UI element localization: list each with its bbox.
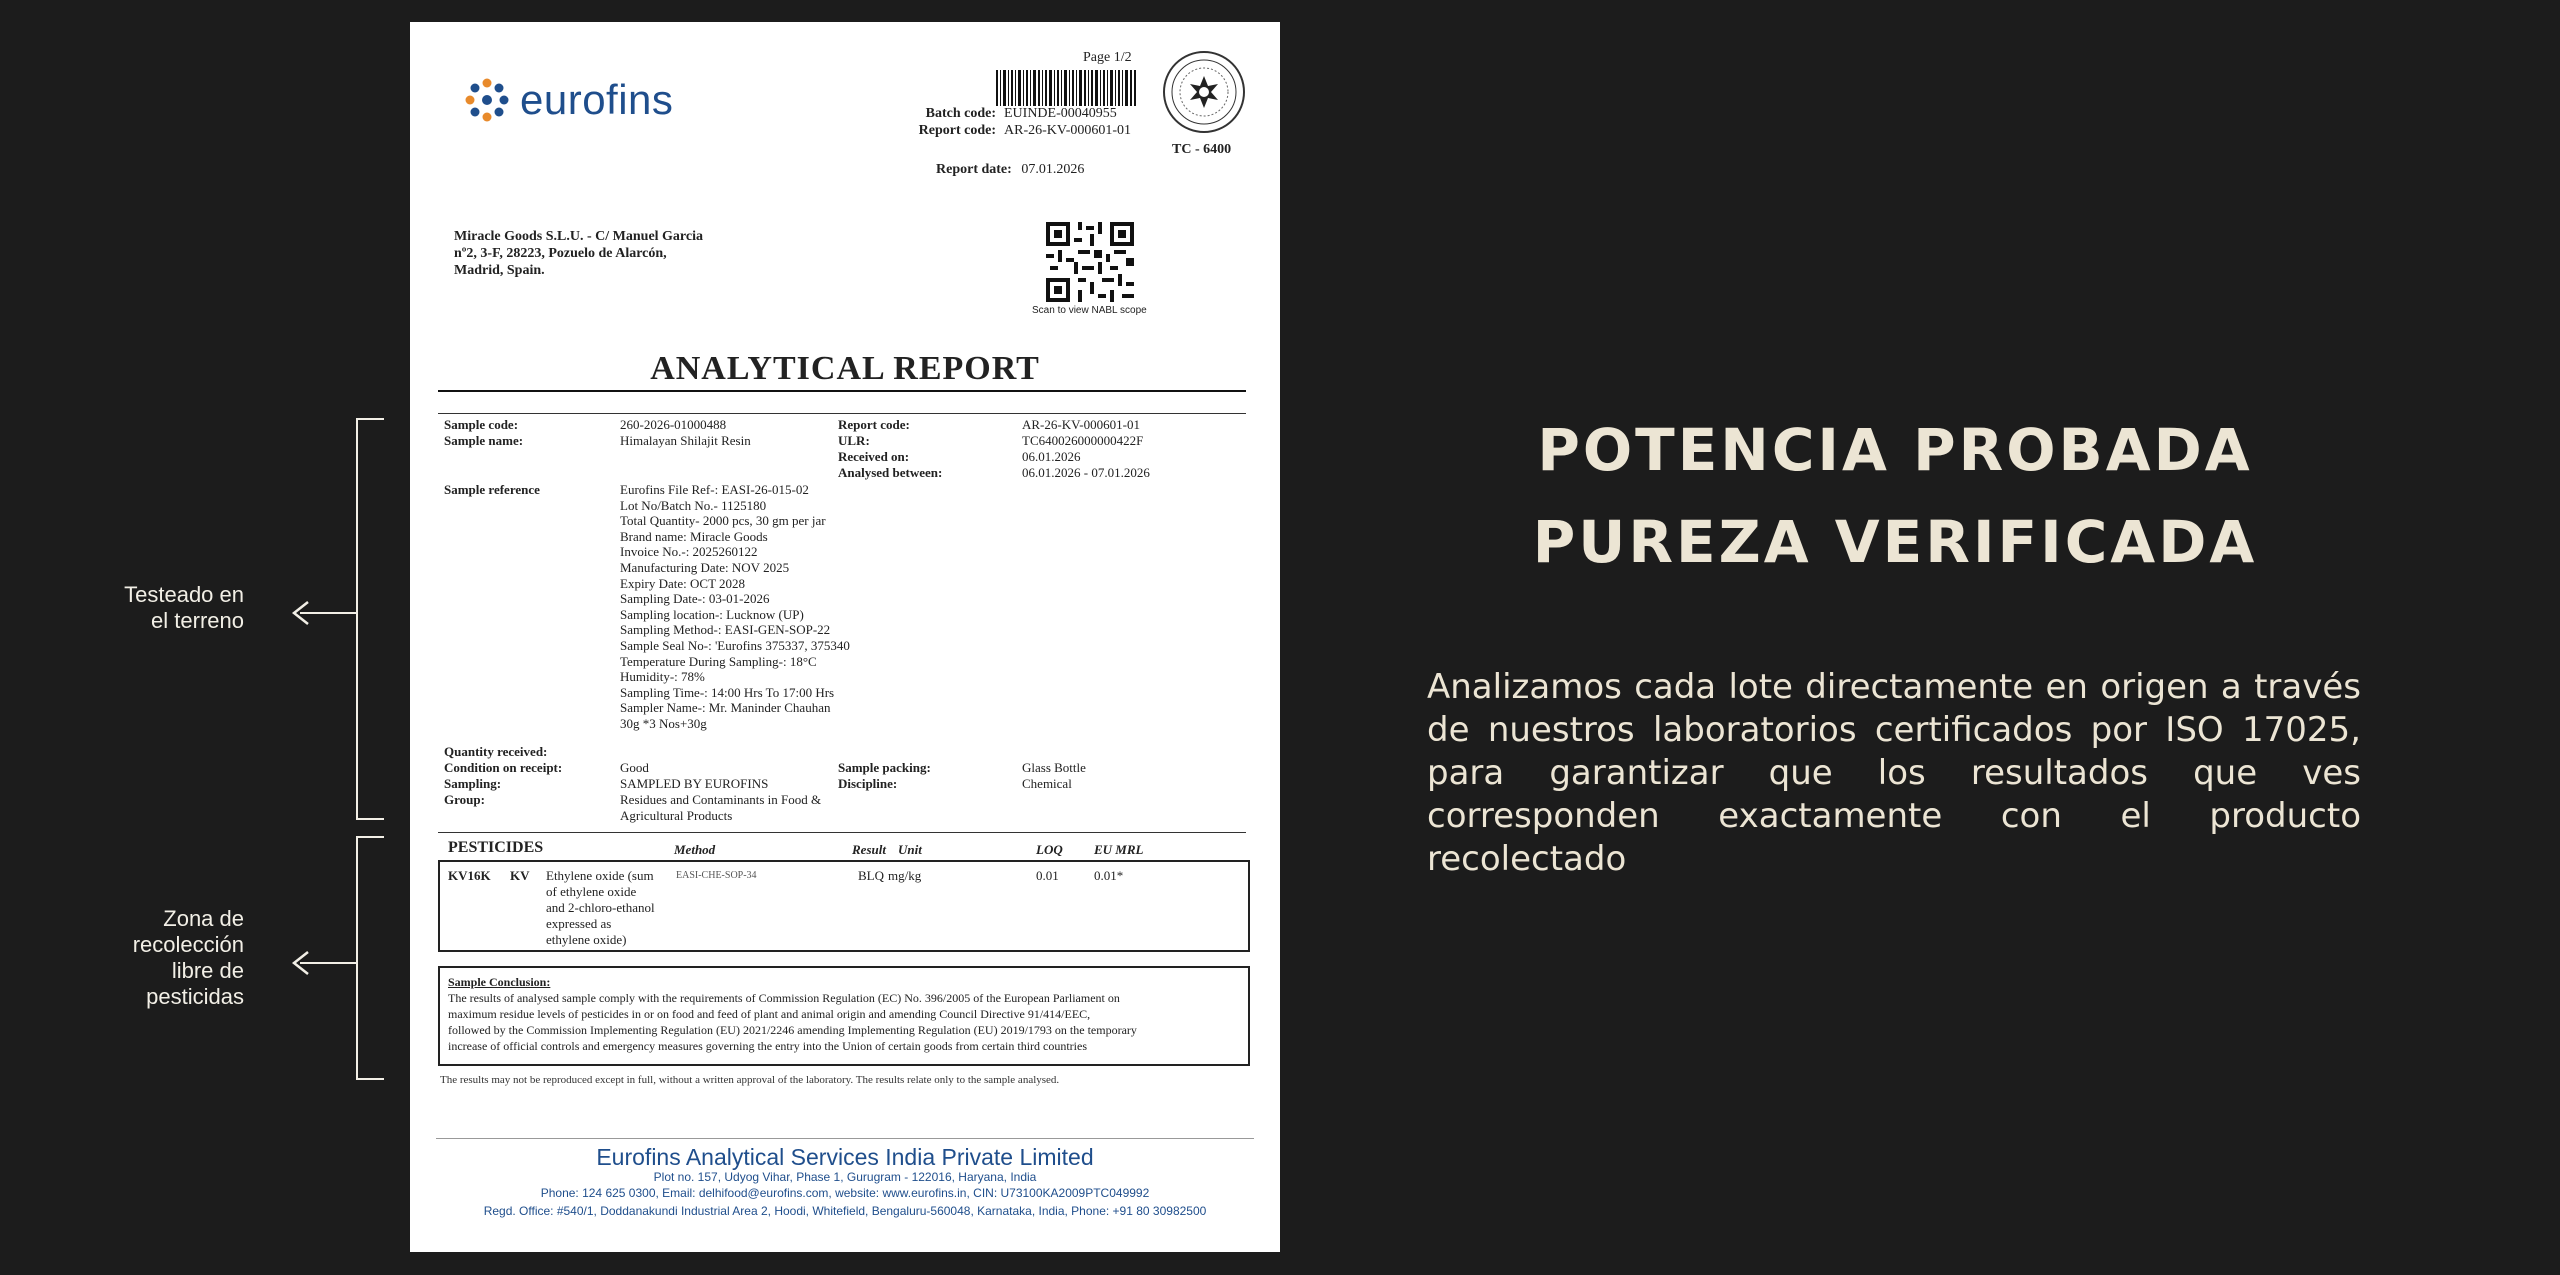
packing-label: Sample packing: [838, 760, 931, 775]
report-date-row [936, 162, 1084, 178]
annotation-line: recolección [132, 932, 244, 957]
reference-line: Invoice No.-: 2025260122 [620, 544, 758, 560]
reference-line: Eurofins File Ref-: EASI-26-015-02 [620, 482, 809, 497]
group-line: Agricultural Products [620, 808, 733, 823]
reference-line: Sampling Method-: EASI-GEN-SOP-22 [620, 622, 831, 638]
footer-contact: Phone: 124 625 0300, Email: delhifood@eurofins.com, website: www.eurofins.in, CIN: U73100KA2009PTC049992 [540, 1186, 1150, 1200]
analyte-line: ethylene oxide) [546, 932, 627, 947]
eurofins-dots-icon [464, 77, 510, 123]
reference-line: Sampling Date-: 03-01-2026 [620, 591, 770, 607]
tc-number: TC - 6400 [1172, 142, 1232, 157]
pesticide-unit: mg/kg [888, 868, 922, 883]
reference-line: 30g *3 Nos+30g [620, 715, 707, 731]
sample-conclusion [438, 966, 1250, 1066]
headline [1400, 404, 2390, 588]
codes-block [880, 105, 1131, 139]
pesticide-result: BLQ [858, 868, 884, 883]
group-line: Residues and Contaminants in Food & [620, 792, 822, 807]
analyte-line: expressed as [546, 916, 612, 931]
group-label: Group: [444, 792, 485, 807]
address-line: Madrid, Spain. [454, 263, 545, 278]
quantity-received-label: Quantity received: [444, 744, 548, 759]
report-date: 07.01.2026 [1021, 162, 1085, 177]
logo-text: eurofins [520, 76, 674, 123]
report-date-label: Report date: [936, 162, 1012, 177]
annotation-line: Zona de [163, 906, 244, 931]
headline-line-1: POTENCIA PROBADA [1537, 416, 2253, 484]
eurofins-logo [464, 72, 673, 128]
tested-bracket [356, 418, 384, 820]
reference-line: Sampler Name-: Mr. Maninder Chauhan [620, 700, 831, 716]
reference-line: Brand name: Miracle Goods [620, 528, 768, 544]
sampling-label: Sampling: [444, 776, 502, 791]
sampling-value: SAMPLED BY EUROFINS [620, 776, 769, 791]
pesticides-table [438, 860, 1250, 952]
discipline-label: Discipline: [838, 776, 898, 791]
qr-code-icon [1046, 222, 1134, 302]
footer-registered-office: Regd. Office: #540/1, Doddanakundi Industrial Area 2, Hoodi, Whitefield, Bengaluru-560048, Karnataka, India, Phone: +91 80 30982500 [483, 1204, 1207, 1218]
reference-line: Humidity-: 78% [620, 669, 705, 685]
reference-line: Manufacturing Date: NOV 2025 [620, 559, 790, 575]
reference-line: Sampling location-: Lucknow (UP) [620, 606, 804, 622]
info-label: Analysed between: [838, 465, 943, 480]
pesticide-loq: 0.01 [1036, 868, 1059, 883]
analyte-line: of ethylene oxide [546, 884, 637, 899]
footer-rule [436, 1138, 1254, 1139]
col-result: Result [852, 842, 886, 857]
reference-line: Total Quantity- 2000 pcs, 30 gm per jar [620, 513, 826, 529]
col-loq: LOQ [1036, 842, 1063, 857]
info-rule [438, 413, 1246, 414]
col-method: Method [674, 842, 716, 857]
qr-caption: Scan to view NABL scope [1032, 305, 1147, 316]
condition-value: Good [620, 760, 649, 775]
reference-line: Expiry Date: OCT 2028 [620, 575, 746, 591]
pesticide-site: KV [510, 868, 530, 883]
sample-info-right [838, 417, 1150, 481]
headline-line-2: PUREZA VERIFICADA [1532, 508, 2258, 576]
reference-line: Sampling Time-: 14:00 Hrs To 17:00 Hrs [620, 684, 835, 700]
disclaimer: The results may not be reproduced except in full, without a written approval of the laboratory. The results relate only to the sample analysed. [440, 1074, 1060, 1086]
analytical-report-document [410, 22, 1280, 1252]
accreditation-seal-icon [1162, 50, 1246, 134]
annotation-line: el terreno [151, 608, 244, 633]
pesticide-method: EASI-CHE-SOP-34 [676, 870, 757, 881]
conclusion-line: increase of official controls and emergency measures governing the entry into the Union of certain goods from certain third countries [448, 1039, 1088, 1053]
batch-code: EUINDE-00040955 [1004, 106, 1117, 121]
info-value: 06.01.2026 [1022, 449, 1081, 464]
sample-reference-list [620, 482, 850, 732]
col-unit: Unit [898, 842, 922, 857]
report-title: ANALYTICAL REPORT [650, 350, 1040, 387]
sample-code: 260-2026-01000488 [620, 417, 727, 432]
sample-info-left [444, 417, 751, 449]
group-value [620, 792, 821, 824]
receipt-info [444, 744, 821, 824]
footer-address: Plot no. 157, Udyog Vihar, Phase 1, Gurugram - 122016, Haryana, India [653, 1170, 1037, 1184]
batch-code-label: Batch code: [925, 106, 996, 121]
report-code: AR-26-KV-000601-01 [1004, 123, 1132, 138]
reference-line: Sample Seal No-: 'Eurofins 375337, 375340 [620, 637, 850, 653]
annotation-line: libre de [171, 958, 244, 983]
pesticide-eu-mrl: 0.01* [1094, 868, 1124, 883]
tested-annotation [60, 582, 244, 634]
address-line: Miracle Goods S.L.U. - C/ Manuel Garcia [454, 229, 703, 244]
col-eu-mrl: EU MRL [1094, 842, 1144, 857]
client-address [454, 228, 744, 279]
annotation-line: Testeado en [124, 582, 244, 607]
pesticides-heading: PESTICIDES [448, 839, 544, 856]
pesticide-code: KV16K [448, 868, 491, 883]
sample-code-label: Sample code: [444, 417, 519, 432]
description-paragraph: Analizamos cada lote directamente en origen a través de nuestros laboratorios certificados por ISO 17025, para garantizar que los resultados que ves corresponden exactamente con el producto recolectado [1427, 667, 2361, 879]
sample-name-label: Sample name: [444, 433, 524, 448]
zone-bracket [356, 836, 384, 1080]
footer-company: Eurofins Analytical Services India Private Limited [596, 1144, 1094, 1170]
title-rule [438, 390, 1246, 392]
discipline-value: Chemical [1022, 776, 1072, 791]
info-value: AR-26-KV-000601-01 [1022, 417, 1140, 432]
pesticide-analyte [546, 868, 655, 948]
report-code-label: Report code: [918, 123, 996, 138]
packing-value: Glass Bottle [1022, 760, 1086, 775]
arrow-left-icon [290, 600, 312, 626]
address-line: nº2, 3-F, 28223, Pozuelo de Alarcón, [454, 246, 667, 261]
barcode-icon [996, 70, 1136, 106]
reference-line: Temperature During Sampling-: 18°C [620, 653, 817, 669]
info-value: 06.01.2026 - 07.01.2026 [1022, 465, 1150, 480]
conclusion-title: Sample Conclusion: [448, 975, 551, 989]
pesticide-free-annotation [60, 906, 244, 1010]
info-label: Report code: [838, 417, 910, 432]
arrow-left-icon [290, 950, 312, 976]
conclusion-line: followed by the Commission Implementing Regulation (EU) 2021/2246 amending Implementing Regulation (EU) 2019/1793 on the temporary [448, 1023, 1137, 1037]
page-number: Page 1/2 [1083, 50, 1132, 65]
sample-name: Himalayan Shilajit Resin [620, 433, 751, 448]
info-value: TC640026000000422F [1022, 433, 1144, 448]
annotation-line: pesticidas [146, 984, 244, 1009]
info-label: Received on: [838, 449, 910, 464]
analyte-line: Ethylene oxide (sum [546, 868, 654, 883]
pesticides-rule [438, 832, 1246, 833]
conclusion-line: maximum residue levels of pesticides in or on food and feed of plant and animal origin and amending Council Directive 91/414/EEC, [448, 1007, 1091, 1021]
info-label: ULR: [838, 433, 870, 448]
condition-label: Condition on receipt: [444, 760, 563, 775]
sample-reference-label: Sample reference [444, 482, 540, 497]
analyte-line: and 2-chloro-ethanol [546, 900, 655, 915]
packing-info [838, 760, 1086, 792]
conclusion-line: The results of analysed sample comply with the requirements of Commission Regulation (EC) No. 396/2005 of the European Parliament on [448, 991, 1120, 1005]
reference-line: Lot No/Batch No.- 1125180 [620, 497, 767, 513]
